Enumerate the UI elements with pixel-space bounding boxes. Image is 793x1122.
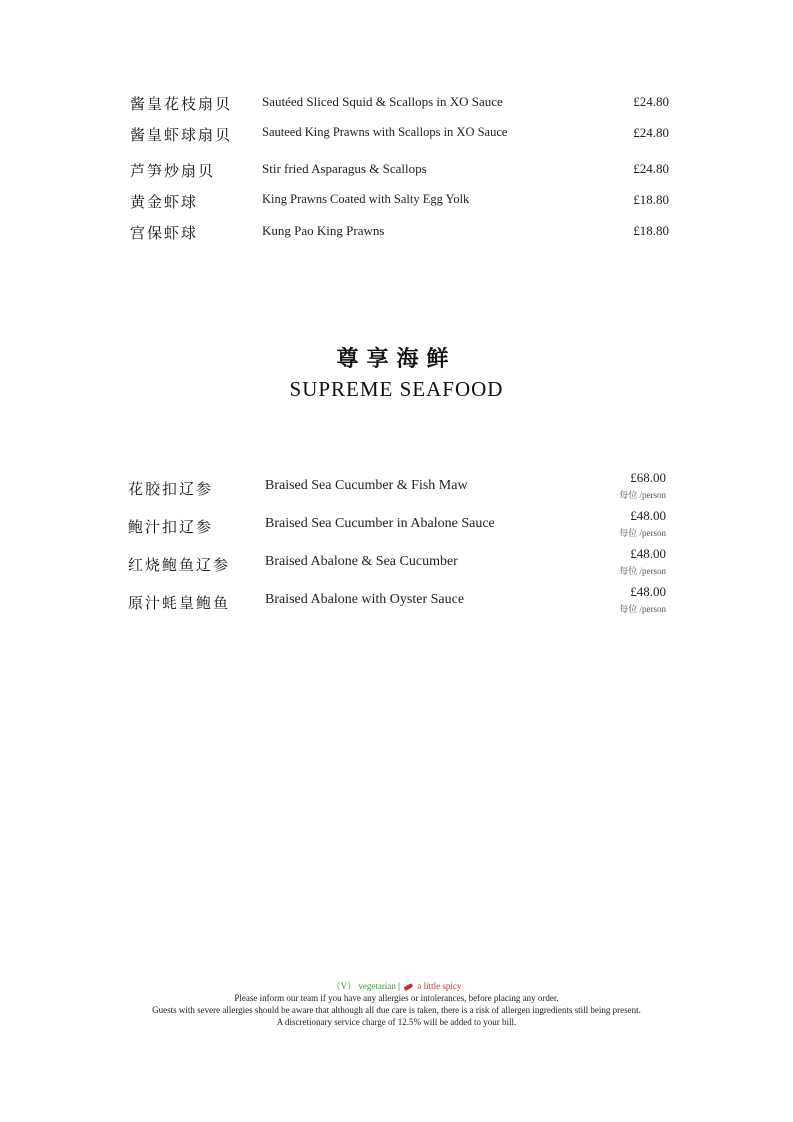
item-price: £24.80 [633, 161, 669, 176]
item-unit: 每位 /person [619, 490, 666, 500]
menu-item [0, 191, 793, 215]
menu-item [0, 160, 793, 184]
item-unit: 每位 /person [619, 566, 666, 576]
item-name-zh: 红烧鲍鱼辽参 [128, 556, 231, 574]
spicy-legend: a little spicy [417, 981, 462, 991]
item-name-zh: 芦笋炒扇贝 [130, 162, 216, 180]
item-name-zh: 酱皇虾球扇贝 [130, 126, 233, 144]
item-price: £18.80 [633, 192, 669, 207]
item-unit: 每位 /person [619, 528, 666, 538]
item-price: £48.00 [630, 546, 666, 561]
item-name-zh: 酱皇花枝扇贝 [130, 95, 233, 113]
item-price: £24.80 [633, 94, 669, 109]
item-name-en: King Prawns Coated with Salty Egg Yolk [262, 192, 470, 206]
item-name-zh: 花胶扣辽参 [128, 480, 214, 498]
seafood-item [0, 470, 793, 502]
service-charge-notice: A discretionary service charge of 12.5% will be added to your bill. [276, 1017, 517, 1027]
item-name-en: Stir fried Asparagus & Scallops [262, 161, 427, 176]
item-name-en: Kung Pao King Prawns [262, 223, 385, 238]
item-price: £68.00 [630, 470, 666, 485]
item-name-en: Sauteed King Prawns with Scallops in XO Sauce [262, 125, 508, 139]
item-name-en: Braised Sea Cucumber & Fish Maw [265, 478, 468, 493]
item-unit: 每位 /person [619, 604, 666, 614]
seafood-item [0, 584, 793, 616]
legend [0, 980, 793, 992]
item-price: £24.80 [633, 125, 669, 140]
menu-item [0, 222, 793, 246]
item-name-en: Sautéed Sliced Squid & Scallops in XO Sauce [262, 94, 503, 109]
seafood-item [0, 508, 793, 540]
seafood-item [0, 546, 793, 578]
item-price: £48.00 [630, 508, 666, 523]
item-price: £18.80 [633, 223, 669, 238]
menu-item [0, 93, 793, 117]
item-name-zh: 鲍汁扣辽参 [128, 518, 214, 536]
legend-separator: | [398, 981, 400, 991]
item-name-zh: 原汁蚝皇鲍鱼 [128, 594, 231, 612]
item-name-en: Braised Abalone & Sea Cucumber [265, 554, 458, 569]
item-name-zh: 宫保虾球 [130, 224, 199, 242]
section-title-en: SUPREME SEAFOOD [289, 377, 504, 401]
chili-icon [404, 983, 414, 991]
allergy-notice: Please inform our team if you have any allergies or intolerances, before placing any order. [234, 993, 559, 1003]
item-price: £48.00 [630, 584, 666, 599]
section-title-zh: 尊享海鲜 [336, 346, 457, 372]
menu-item [0, 124, 793, 148]
vegetarian-legend: （V） vegetarian [331, 981, 396, 991]
allergy-warning: Guests with severe allergies should be aware that although all due care is taken, there is a risk of allergen ingredients still being present. [152, 1005, 641, 1015]
footer-notes [0, 980, 793, 1028]
item-name-en: Braised Sea Cucumber in Abalone Sauce [265, 516, 495, 531]
item-name-zh: 黄金虾球 [130, 193, 199, 211]
item-name-en: Braised Abalone with Oyster Sauce [265, 592, 465, 607]
